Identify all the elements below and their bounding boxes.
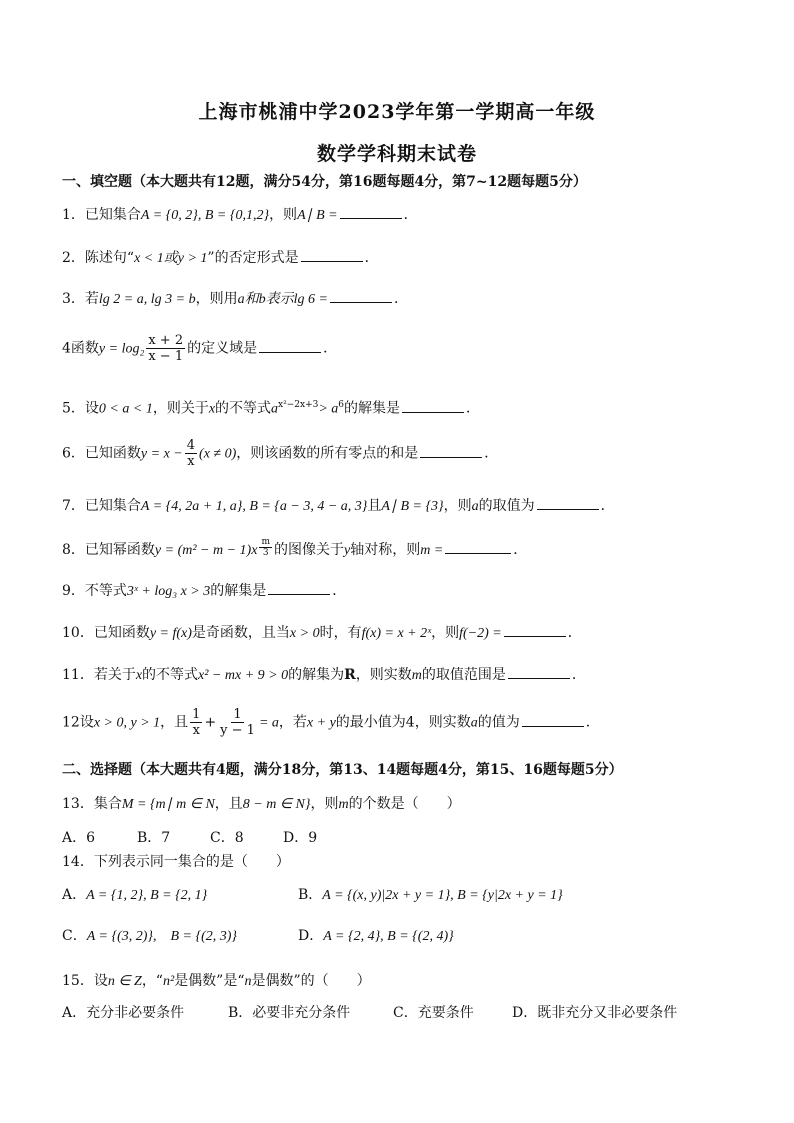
answer-blank[interactable] xyxy=(522,714,584,727)
fraction: $\frac{4}{x}$ xyxy=(186,438,196,469)
answer-blank[interactable] xyxy=(259,340,321,353)
answer-blank[interactable] xyxy=(268,582,330,595)
question-14-option-a[interactable]: A．A = {1, 2}, B = {2, 1} xyxy=(62,887,208,903)
question-6: 6．已知函数y = x − $\frac{4}{x}$ (x ≠ 0)，则该函数的所有零点的和是 ． xyxy=(62,438,499,469)
question-15-option-c[interactable]: C．充要条件 xyxy=(393,1005,474,1021)
question-3: 3．若lg 2 = a, lg 3 = b，则用a和b表示lg 6 = ． xyxy=(62,291,408,307)
question-13: 13．集合M = {m∣ m ∈ N，且8 − m ∈ N}，则m的个数是（ ） xyxy=(62,796,461,812)
question-13-option-a[interactable]: A．6 xyxy=(62,830,96,846)
answer-blank[interactable] xyxy=(504,624,566,637)
section-2-heading: 二、选择题（本大题共有4题，满分18分，第13、14题每题4分，第15、16题每题5分） xyxy=(62,762,623,778)
answer-blank[interactable] xyxy=(508,666,570,679)
question-11: 11．若关于x的不等式x² − mx + 9 > 0的解集为R，则实数m的取值范围是 ． xyxy=(62,667,586,683)
question-8: 8．已知幂函数y = (m² − m − 1)x $\frac{m}{3}$ 的图像关于y轴对称，则m = ． xyxy=(62,537,528,558)
question-15-option-a[interactable]: A．充分非必要条件 xyxy=(62,1005,185,1021)
question-13-option-d[interactable]: D．9 xyxy=(283,830,318,846)
question-13-option-b[interactable]: B．7 xyxy=(137,830,171,846)
question-15-option-d[interactable]: D．既非充分又非必要条件 xyxy=(512,1005,678,1021)
section-1-heading: 一、填空题（本大题共有12题，满分54分，第16题每题4分，第7~12题每题5分） xyxy=(62,174,587,190)
question-14-option-c[interactable]: C．A = {(3, 2)}, B = {(2, 3)} xyxy=(62,928,238,944)
question-5: 5．设0 < a < 1，则关于x的不等式$a^{x^2-2x+3}> a^6$的解集是 ． xyxy=(62,400,481,417)
question-10: 10．已知函数y = f(x)是奇函数，且当x > 0时，有f(x) = x + 2ˣ，则f(−2) = ． xyxy=(62,625,582,641)
answer-blank[interactable] xyxy=(330,290,392,303)
question-14: 14．下列表示同一集合的是（ ） xyxy=(62,854,290,870)
question-4: 4函数y = log₂ $\frac{x + 2}{x - 1}$ 的定义域是 ． xyxy=(62,333,338,364)
answer-blank[interactable] xyxy=(402,400,464,413)
fraction: $\frac{1}{x}$ xyxy=(192,707,201,738)
exponent-fraction: $\frac{m}{3}$ xyxy=(261,537,270,558)
question-13-option-c[interactable]: C．8 xyxy=(210,830,244,846)
answer-blank[interactable] xyxy=(537,497,599,510)
answer-blank[interactable] xyxy=(301,249,363,262)
answer-blank[interactable] xyxy=(445,541,511,554)
exam-title: 上海市桃浦中学2023学年第一学期高一年级 xyxy=(198,101,596,123)
question-15-option-b[interactable]: B．必要非充分条件 xyxy=(228,1005,351,1021)
fraction: $\frac{x + 2}{x - 1}$ xyxy=(148,333,184,364)
question-14-option-d[interactable]: D．A = {2, 4}, B = {(2, 4)} xyxy=(298,928,454,944)
question-12: 12设x > 0, y > 1，且 $\frac{1}{x}$ + $\frac{1}{y - 1}$ = a，若x + y的最小值为4，则实数a的值为 ． xyxy=(62,707,600,738)
question-1: 1．已知集合A = {0, 2}, B = {0,1,2}，则A∣ B = ． xyxy=(62,207,418,223)
exam-subtitle: 数学学科期末试卷 xyxy=(316,143,477,165)
answer-blank[interactable] xyxy=(340,206,402,219)
question-15: 15．设n ∈ Z，“n²是偶数”是“n是偶数”的（ ） xyxy=(62,973,371,989)
question-9: 9．不等式3ˣ + log₃ x > 3的解集是 ． xyxy=(62,583,347,599)
question-2: 2．陈述句“x < 1或y > 1”的否定形式是 ． xyxy=(62,250,379,266)
question-7: 7．已知集合A = {4, 2a + 1, a}, B = {a − 3, 4 − a, 3}且A∣ B = {3}，则a的取值为 ． xyxy=(62,498,615,514)
answer-blank[interactable] xyxy=(420,445,482,458)
question-14-option-b[interactable]: B．A = {(x, y)|2x + y = 1}, B = {y|2x + y = 1} xyxy=(298,887,563,903)
fraction: $\frac{1}{y - 1}$ xyxy=(220,707,255,738)
